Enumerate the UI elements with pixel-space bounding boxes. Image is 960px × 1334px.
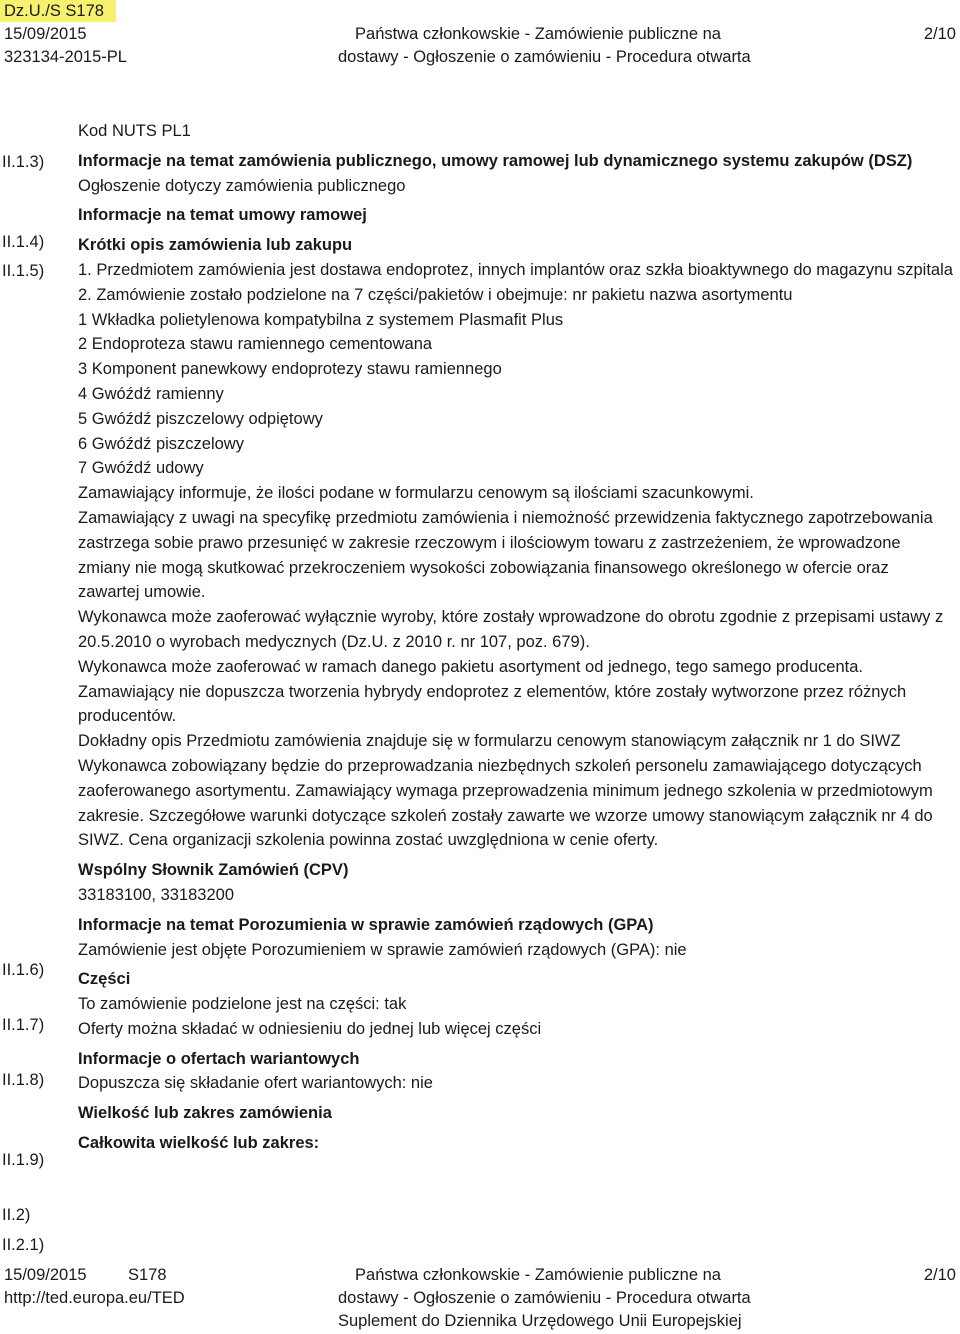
header-page-number: 2/10 [923, 25, 956, 43]
section-label: II.1.5) [2, 262, 45, 280]
section-text: To zamówienie podzielone jest na części: tak [78, 995, 407, 1014]
section-text: Ogłoszenie dotyczy zamówienia publicznego [78, 176, 406, 195]
description-line: Zamawiający z uwagi na specyfikę przedmiotu zamówienia i niemożność przewidzenia faktycznego zapotrzebowania zastrzega sobie prawo przesunięć w zakresie rzeczowym i ilościowym towaru z zastrzeżeniem, że wprowadzone zmiany nie mogą skutkować przekroczeniem wysokości zobowiązania finansowego określonego w ofercie oraz zawartej umowie. [78, 508, 933, 602]
section-label: II.1.8) [2, 1071, 45, 1089]
description-line: 7 Gwóźdź udowy [78, 459, 204, 478]
section-label: II.2.1) [2, 1236, 45, 1254]
footer-page-number: 2/10 [923, 1266, 956, 1284]
section-heading: Wspólny Słownik Zamówień (CPV) [78, 861, 349, 880]
journal-reference: Dz.U./S S178 [4, 2, 104, 20]
description-line: Zamawiający nie dopuszcza tworzenia hybrydy endoprotez z elementów, które zostały wytworzone przez różnych producentów. [78, 682, 907, 726]
section-heading: Informacje na temat umowy ramowej [78, 206, 367, 225]
page-header [0, 0, 960, 70]
footer-title-line2: dostawy - Ogłoszenie o zamówieniu - Procedura otwarta [338, 1289, 751, 1307]
description-line: 1 Wkładka polietylenowa kompatybilna z systemem Plasmafit Plus [78, 310, 564, 329]
section-heading: Wielkość lub zakres zamówienia [78, 1104, 332, 1123]
section-label: II.2) [2, 1206, 31, 1224]
section-text: Dopuszcza się składanie ofert wariantowych: nie [78, 1074, 433, 1093]
description-line: 6 Gwóźdź piszczelowy [78, 434, 244, 453]
section-label: II.1.6) [2, 961, 45, 979]
description-line: Wykonawca zobowiązany będzie do przeprowadzania niezbędnych szkoleń personelu zamawiającego dotyczących zaoferowanego asortymentu. Zamawiający wymaga przeprowadzenia minimum jednego szkolenia w przedmiotowym zakresie. Szczegółowe warunki dotyczące szkoleń zostały zawarte we wzorze umowy stanowiącym załącznik nr 4 do SIWZ. Cena organizacji szkolenia powinna zostać uwzględniona w cenie oferty. [78, 756, 933, 850]
cpv-codes: 33183100, 33183200 [78, 885, 234, 904]
footer-title-line3: Suplement do Dziennika Urzędowego Unii Europejskiej [338, 1312, 742, 1330]
footer-date: 15/09/2015 [4, 1266, 87, 1284]
description-line: 5 Gwóźdź piszczelowy odpiętowy [78, 409, 323, 428]
section-heading: Krótki opis zamówienia lub zakupu [78, 236, 353, 255]
description-line: 4 Gwóźdź ramienny [78, 384, 224, 403]
section-heading: Części [78, 970, 131, 989]
section-text: Zamówienie jest objęte Porozumieniem w sprawie zamówień rządowych (GPA): nie [78, 940, 687, 959]
section-heading: Informacje o ofertach wariantowych [78, 1049, 360, 1068]
header-title-line1: Państwa członkowskie - Zamówienie publiczne na [355, 25, 721, 43]
header-title-line2: dostawy - Ogłoszenie o zamówieniu - Procedura otwarta [338, 48, 751, 66]
section-label: II.1.4) [2, 233, 45, 251]
notice-id: 323134-2015-PL [4, 48, 127, 66]
header-date: 15/09/2015 [4, 25, 87, 43]
description-line: 3 Komponent panewkowy endoprotezy stawu ramiennego [78, 360, 502, 379]
description-line: 2 Endoproteza stawu ramiennego cementowana [78, 335, 433, 354]
description-line: Dokładny opis Przedmiotu zamówienia znajduje się w formularzu cenowym stanowiącym załącznik nr 1 do SIWZ [78, 732, 901, 751]
section-label: II.1.9) [2, 1151, 45, 1169]
section-heading: Informacje na temat Porozumienia w sprawie zamówień rządowych (GPA) [78, 915, 654, 934]
footer-issue: S178 [128, 1266, 167, 1284]
section-text: Oferty można składać w odniesieniu do jednej lub więcej części [78, 1019, 542, 1038]
section-label: II.1.3) [2, 153, 45, 171]
footer-title-line1: Państwa członkowskie - Zamówienie publiczne na [355, 1266, 721, 1284]
description-line: Wykonawca może zaoferować w ramach danego pakietu asortyment od jednego, tego samego producenta. [78, 657, 863, 676]
description-line: Wykonawca może zaoferować wyłącznie wyroby, które zostały wprowadzone do obrotu zgodnie z przepisami ustawy z 20.5.2010 o wyrobach medycznych (Dz.U. z 2010 r. nr 107, poz. 679). [78, 608, 944, 651]
nuts-code: Kod NUTS PL1 [78, 122, 191, 140]
page-footer [0, 1264, 960, 1334]
section-heading: Informacje na temat zamówienia publicznego, umowy ramowej lub dynamicznego systemu zakupów (DSZ) [78, 151, 913, 170]
section-heading: Całkowita wielkość lub zakres: [78, 1134, 320, 1153]
section-label: II.1.7) [2, 1016, 45, 1034]
description-line: 1. Przedmiotem zamówienia jest dostawa endoprotez, innych implantów oraz szkła bioaktywnego do magazynu szpitala [78, 260, 953, 279]
description-line: 2. Zamówienie zostało podzielone na 7 części/pakietów i obejmuje: nr pakietu nazwa asortymentu [78, 285, 793, 304]
description-line: Zamawiający informuje, że ilości podane w formularzu cenowym są ilościami szacunkowymi. [78, 484, 754, 503]
footer-url[interactable]: http://ted.europa.eu/TED [4, 1289, 185, 1307]
notice-content [78, 119, 953, 1156]
